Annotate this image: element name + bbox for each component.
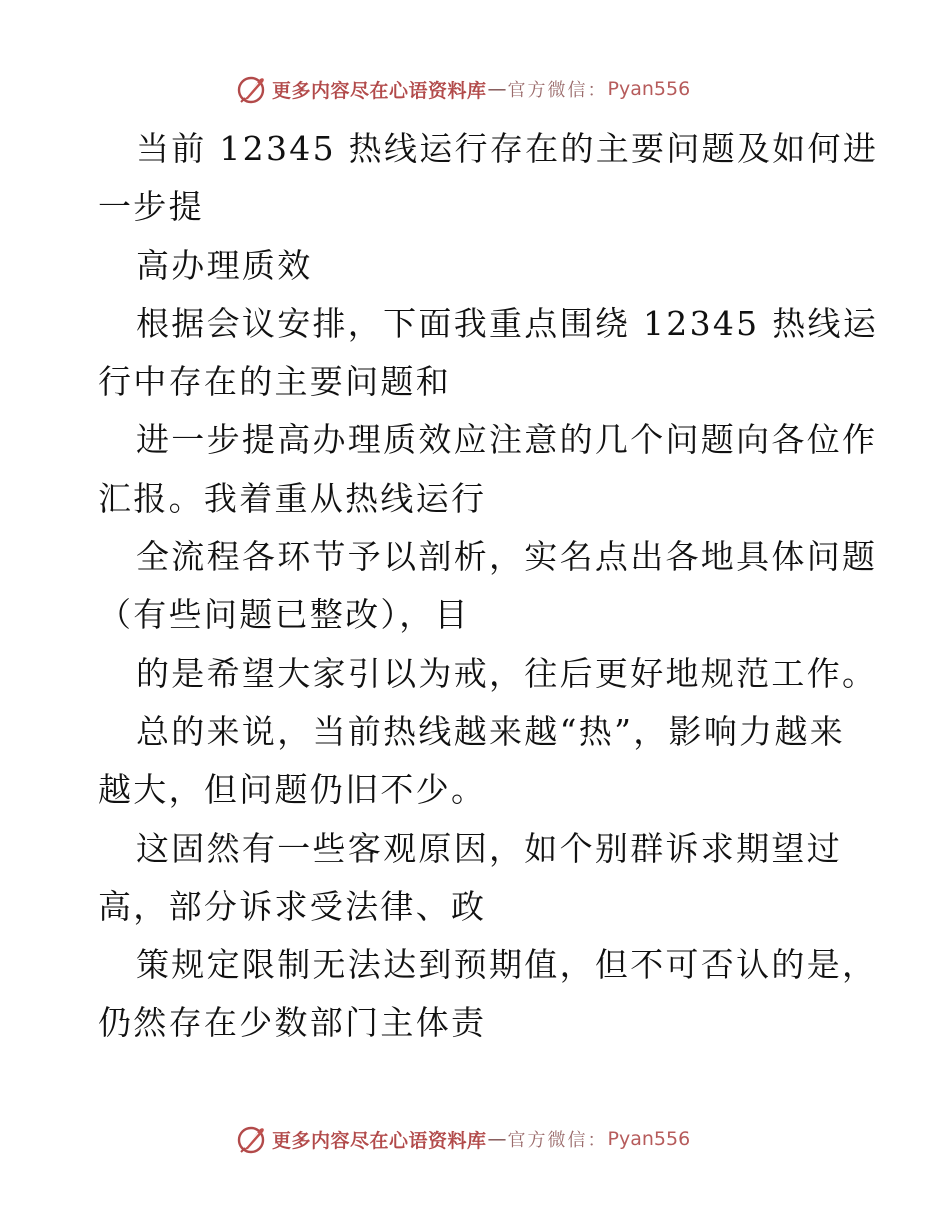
footer-banner (236, 1122, 690, 1156)
text-line: 根据会议安排，下面我重点围绕 12345 热线运 (136, 303, 879, 343)
text-line: 高，部分诉求受法律、政 (98, 886, 487, 926)
text-line: 仍然存在少数部门主体责 (98, 1003, 487, 1043)
promo-text: 更多内容尽在心语资料库 (272, 79, 487, 102)
wechat-label: 官方微信： (507, 80, 608, 101)
text-line: 总的来说，当前热线越来越“热”，影响力越来 (136, 711, 846, 751)
document-body (98, 120, 879, 1053)
banner-dash: — (487, 1128, 507, 1150)
text-line: 当前 12345 热线运行存在的主要问题及如何进 (136, 129, 879, 168)
text-line: 全流程各环节予以剖析，实名点出各地具体问题 (136, 537, 878, 577)
feather-pen-logo-icon (236, 1123, 268, 1155)
text-line: 的是希望大家引以为戒，往后更好地规范工作。 (136, 653, 878, 693)
text-line: 策规定限制无法达到预期值，但不可否认的是， (136, 945, 878, 985)
text-line: （有些问题已整改），目 (98, 595, 470, 635)
text-line: 汇报。我着重从热线运行 (98, 478, 487, 518)
wechat-id: Pyan556 (607, 78, 691, 100)
text-line: 行中存在的主要问题和 (98, 362, 451, 402)
header-banner (236, 72, 690, 106)
feather-pen-logo-icon (236, 73, 268, 105)
text-line: 越大，但问题仍旧不少。 (98, 770, 487, 810)
text-line: 一步提 (98, 187, 204, 227)
promo-text: 更多内容尽在心语资料库 (272, 1129, 487, 1152)
text-line: 高办理质效 (136, 245, 313, 285)
banner-dash: — (487, 78, 507, 100)
text-line: 这固然有一些客观原因，如个别群诉求期望过 (136, 828, 842, 868)
text-line: 进一步提高办理质效应注意的几个问题向各位作 (136, 420, 878, 460)
wechat-label: 官方微信： (507, 1130, 608, 1151)
wechat-id: Pyan556 (607, 1128, 691, 1150)
